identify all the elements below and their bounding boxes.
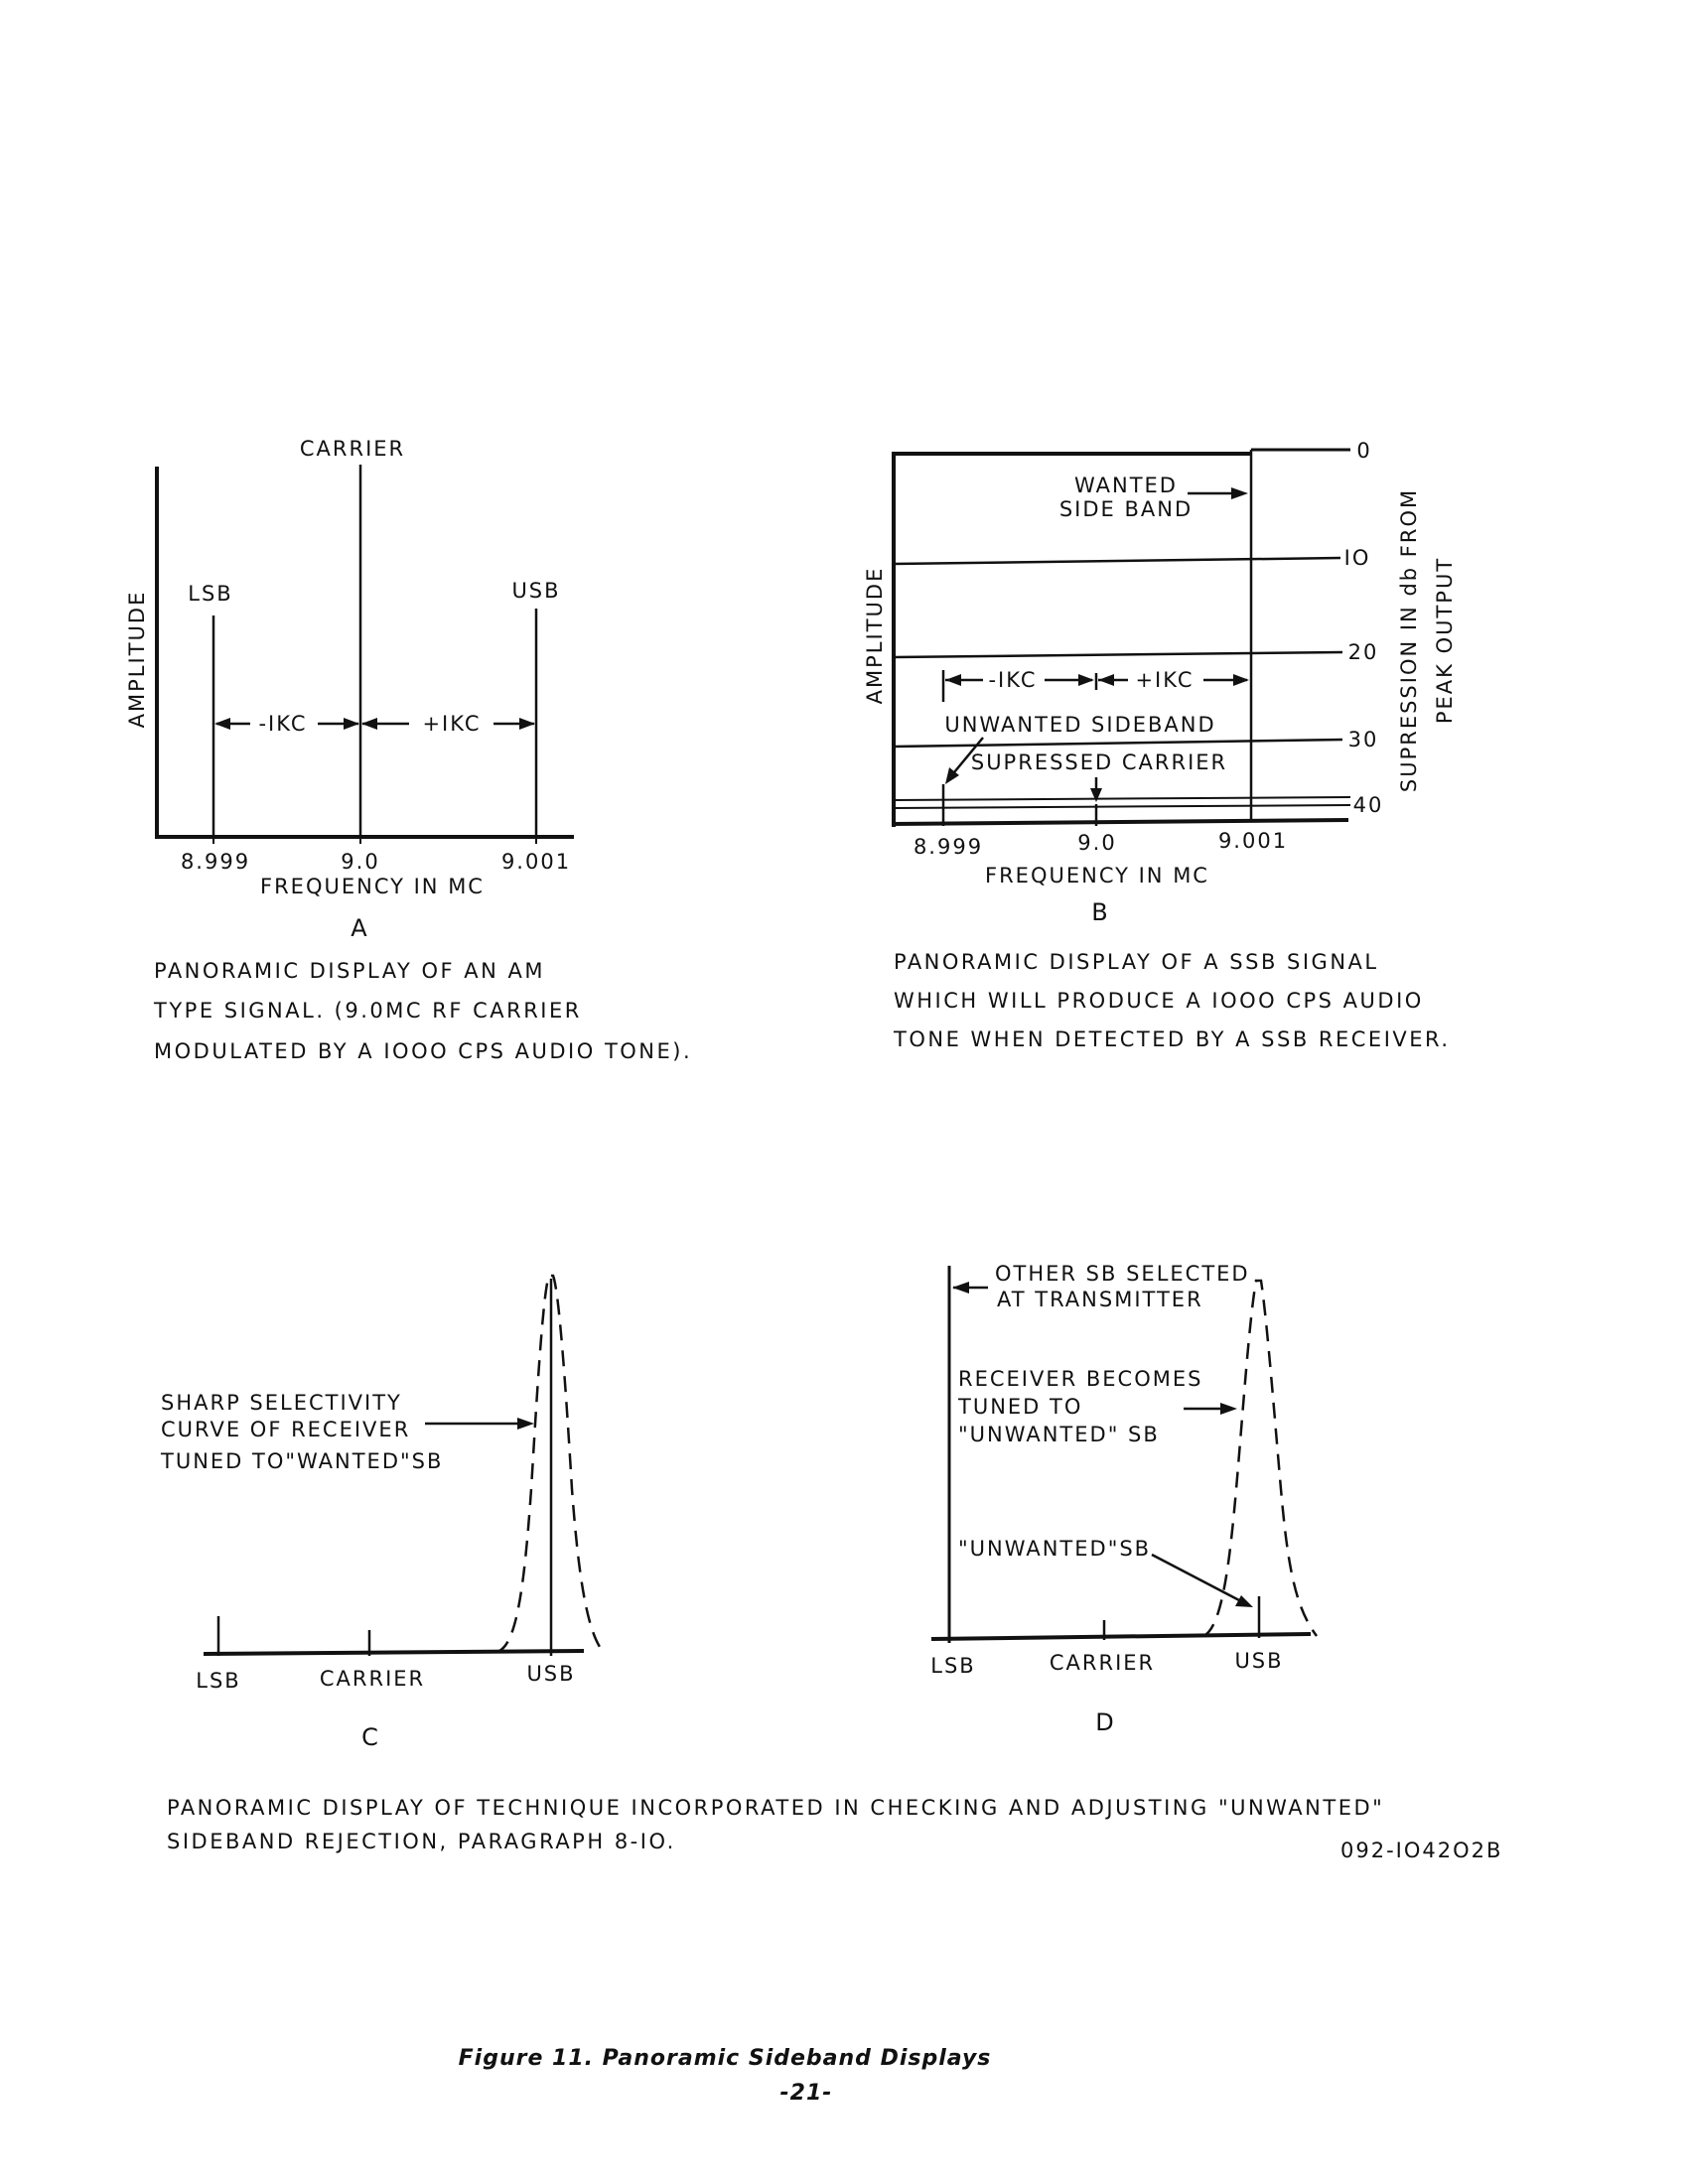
arrowhead xyxy=(1233,674,1249,686)
panel-d-x-label: CARRIER xyxy=(1049,1651,1156,1675)
panel-d-x-label: LSB xyxy=(930,1654,976,1678)
arrowhead xyxy=(344,718,359,730)
arrowhead xyxy=(1235,1595,1253,1607)
panel-a-caption-line: TYPE SIGNAL. (9.0MC RF CARRIER xyxy=(154,999,582,1023)
panel-c-annotation-line: CURVE OF RECEIVER xyxy=(161,1418,411,1441)
arrowhead xyxy=(361,718,377,730)
panel-a-minus-label: -IKC xyxy=(258,712,308,736)
panel-b-caption-line: TONE WHEN DETECTED BY A SSB RECEIVER. xyxy=(894,1027,1451,1051)
panel-b-caption-line: WHICH WILL PRODUCE A IOOO CPS AUDIO xyxy=(894,989,1424,1013)
panel-b-db-line-30 xyxy=(894,740,1342,747)
panel-b-suppressed-label: SUPRESSED CARRIER xyxy=(970,751,1228,774)
panel-d-baseline xyxy=(931,1634,1311,1639)
panel-b-unwanted-label: UNWANTED SIDEBAND xyxy=(944,713,1216,737)
panel-d-receiver-label: TUNED TO xyxy=(958,1395,1083,1419)
panel-b-db-line-10 xyxy=(894,558,1340,564)
panel-a-lsb-label: LSB xyxy=(188,582,233,606)
panel-a-caption-line: PANORAMIC DISPLAY OF AN AM xyxy=(154,959,545,983)
panel-d-unwanted-sb-label: "UNWANTED"SB xyxy=(958,1537,1152,1561)
panel-b-db-tick-label: 40 xyxy=(1352,793,1384,817)
panel-b-db-tick-label: 20 xyxy=(1347,640,1379,664)
panel-d-other-sb-label: AT TRANSMITTER xyxy=(997,1288,1203,1311)
panel-b-tick-label: 8.999 xyxy=(913,835,984,859)
panel-b-plus-label: +IKC xyxy=(1135,668,1195,692)
arrowhead xyxy=(1078,674,1094,686)
panel-c-x-label: LSB xyxy=(196,1669,241,1693)
arrowhead xyxy=(517,1418,534,1430)
panel-a-tick-label: 8.999 xyxy=(180,850,251,874)
panel-a-tick-label: 9.0 xyxy=(341,850,380,874)
panel-b-sideband-label: SIDE BAND xyxy=(1058,497,1194,521)
arrowhead xyxy=(519,718,535,730)
panel-a-carrier-label: CARRIER xyxy=(299,437,406,461)
panel-b-db-line-40 xyxy=(894,797,1350,800)
panel-d-other-sb-label: OTHER SB SELECTED xyxy=(995,1262,1250,1286)
arrowhead xyxy=(214,718,230,730)
panel-b-caption-line: PANORAMIC DISPLAY OF A SSB SIGNAL xyxy=(894,950,1379,974)
panel-b xyxy=(863,439,1457,1051)
arrowhead xyxy=(1098,674,1114,686)
panel-b-letter: B xyxy=(1091,898,1109,926)
panel-a-caption-line: MODULATED BY A IOOO CPS AUDIO TONE). xyxy=(154,1039,693,1063)
arrowhead xyxy=(1231,487,1248,499)
panel-b-tick-label: 9.001 xyxy=(1217,829,1289,853)
panel-d-x-label: USB xyxy=(1234,1649,1284,1673)
panel-b-y-axis-label: AMPLITUDE xyxy=(863,566,887,705)
panel-b-wanted-label: WANTED xyxy=(1074,474,1178,497)
panel-c-annotation-line: TUNED TO"WANTED"SB xyxy=(161,1449,444,1473)
panel-a-usb-label: USB xyxy=(511,579,561,603)
bottom-caption-line: SIDEBAND REJECTION, PARAGRAPH 8-IO. xyxy=(167,1830,676,1853)
panel-d-selectivity-curve xyxy=(1203,1281,1317,1636)
panel-b-db-tick-label: 30 xyxy=(1347,728,1379,751)
panel-c-x-label: USB xyxy=(526,1662,576,1686)
panel-b-db-tick-label: IO xyxy=(1343,546,1371,570)
panel-c-selectivity-curve xyxy=(496,1276,602,1652)
panel-c-baseline xyxy=(204,1651,584,1654)
panel-b-db-line-20 xyxy=(894,652,1342,657)
panel-a-tick-label: 9.001 xyxy=(500,850,572,874)
panel-b-right-axis-label: PEAK OUTPUT xyxy=(1433,556,1457,725)
arrowhead xyxy=(1090,788,1102,802)
panel-d xyxy=(930,1262,1317,1736)
panel-d-receiver-label: RECEIVER BECOMES xyxy=(958,1367,1203,1391)
panel-c-annotation-line: SHARP SELECTIVITY xyxy=(161,1391,402,1415)
panel-b-x-axis-label: FREQUENCY IN MC xyxy=(985,864,1209,887)
panel-b-tick-label: 9.0 xyxy=(1077,831,1117,855)
arrowhead xyxy=(952,1282,969,1294)
page-number: -21- xyxy=(779,2081,833,2106)
panel-c xyxy=(160,1276,602,1751)
panel-a-y-axis-label: AMPLITUDE xyxy=(125,590,149,729)
figure-title: Figure 11. Panoramic Sideband Displays xyxy=(458,2046,992,2071)
panel-b-right-axis-label: SUPRESSION IN db FROM xyxy=(1397,487,1421,793)
arrowhead xyxy=(945,674,961,686)
panel-d-receiver-label: "UNWANTED" SB xyxy=(958,1423,1160,1446)
panel-a-plus-label: +IKC xyxy=(422,712,482,736)
panel-b-minus-label: -IKC xyxy=(988,668,1038,692)
panel-a xyxy=(125,437,692,1063)
panel-d-letter: D xyxy=(1095,1708,1115,1736)
bottom-caption-line: PANORAMIC DISPLAY OF TECHNIQUE INCORPORATED IN CHECKING AND ADJUSTING "UNWANTED" xyxy=(167,1796,1385,1820)
panel-c-x-label: CARRIER xyxy=(319,1667,426,1691)
drawing-number: 092-IO42O2B xyxy=(1340,1839,1503,1862)
panel-a-x-axis-label: FREQUENCY IN MC xyxy=(260,875,485,898)
panel-a-letter: A xyxy=(351,914,368,942)
panel-b-db-line-40b xyxy=(894,805,1350,808)
panel-b-x-axis xyxy=(892,820,1348,824)
panel-b-db-tick-label: 0 xyxy=(1356,439,1372,463)
arrowhead xyxy=(1220,1403,1237,1415)
panel-c-letter: C xyxy=(361,1723,379,1751)
